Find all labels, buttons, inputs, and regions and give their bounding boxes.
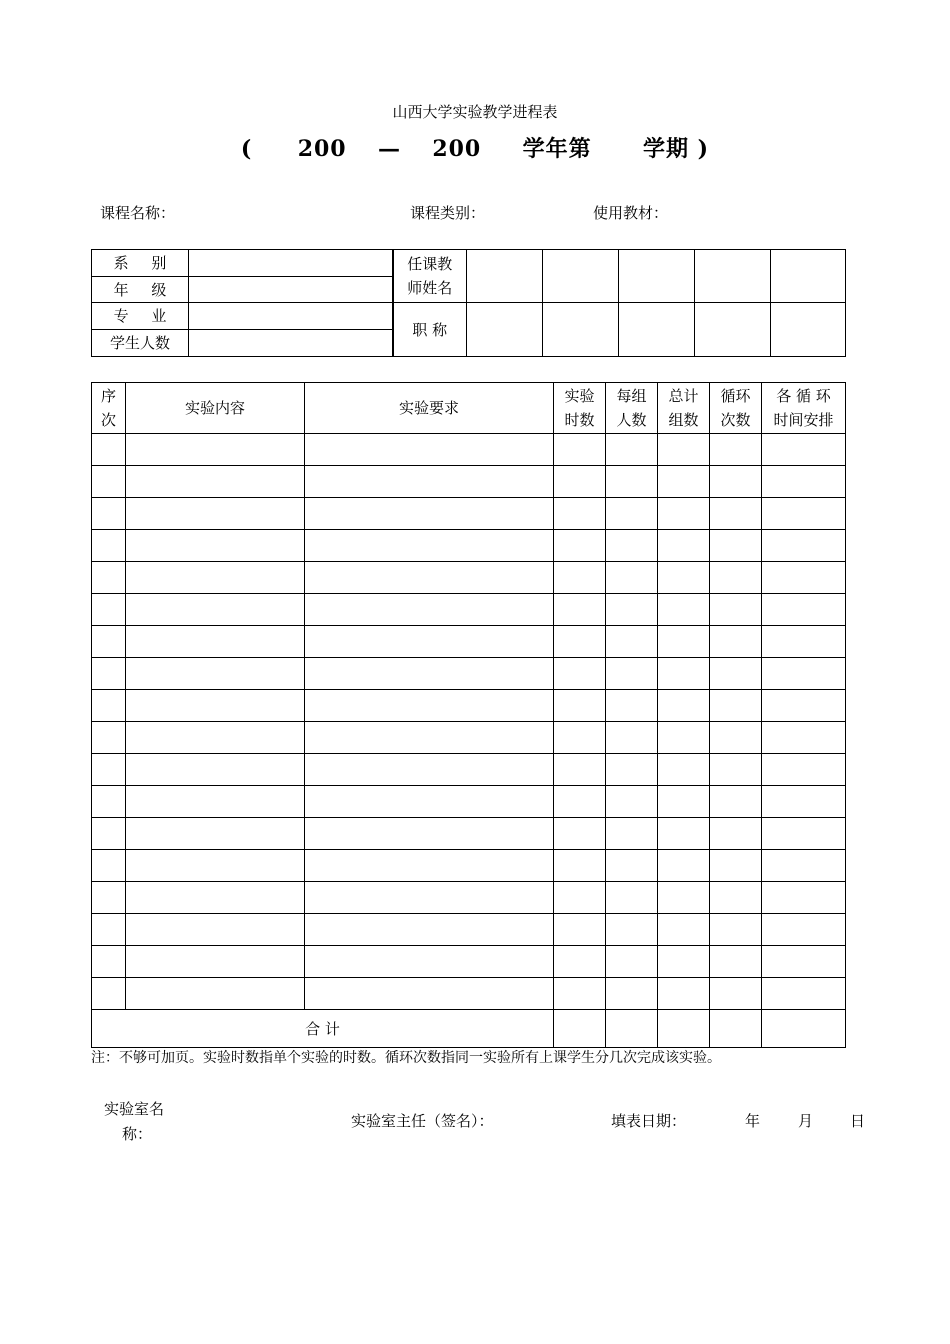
schedule-cell[interactable] bbox=[762, 914, 846, 946]
hours-cell[interactable] bbox=[554, 946, 606, 978]
schedule-cell[interactable] bbox=[762, 786, 846, 818]
major-value-cell[interactable] bbox=[189, 303, 393, 330]
schedule-cell[interactable] bbox=[762, 818, 846, 850]
content-cell[interactable] bbox=[126, 594, 305, 626]
total-groups-cell[interactable] bbox=[658, 626, 710, 658]
teacher-name-cell[interactable] bbox=[543, 250, 619, 303]
per-group-cell[interactable] bbox=[606, 594, 658, 626]
lab-name-label: 实验室名 称： bbox=[104, 1100, 165, 1143]
date-month-label: 月 bbox=[798, 1112, 814, 1130]
total-groups-cell[interactable] bbox=[658, 818, 710, 850]
per-group-cell[interactable] bbox=[606, 690, 658, 722]
content-cell[interactable] bbox=[126, 690, 305, 722]
requirement-cell[interactable] bbox=[305, 882, 554, 914]
seq-cell[interactable] bbox=[92, 850, 126, 882]
cycles-cell[interactable] bbox=[710, 978, 762, 1010]
requirement-cell[interactable] bbox=[305, 690, 554, 722]
teacher-title-cell[interactable] bbox=[467, 303, 543, 357]
teacher-name-label-cell: 任课教 师姓名 bbox=[393, 250, 467, 303]
per-group-cell[interactable] bbox=[606, 978, 658, 1010]
cycles-cell[interactable] bbox=[710, 946, 762, 978]
per-group-cell[interactable] bbox=[606, 722, 658, 754]
table-row bbox=[92, 626, 846, 658]
seq-cell[interactable] bbox=[92, 530, 126, 562]
total-groups-cell[interactable] bbox=[658, 594, 710, 626]
content-cell[interactable] bbox=[126, 626, 305, 658]
table-row bbox=[92, 978, 846, 1010]
table-row bbox=[92, 530, 846, 562]
experiment-progress-table bbox=[91, 382, 846, 1048]
cycles-cell[interactable] bbox=[710, 882, 762, 914]
page-title: 山西大学实验教学进程表 bbox=[392, 103, 558, 121]
close-paren: ) bbox=[697, 136, 710, 162]
hours-cell[interactable] bbox=[554, 658, 606, 690]
requirement-cell[interactable] bbox=[305, 626, 554, 658]
requirement-cell[interactable] bbox=[305, 754, 554, 786]
total-groups-cell[interactable] bbox=[658, 754, 710, 786]
content-cell[interactable] bbox=[126, 722, 305, 754]
schedule-cell[interactable] bbox=[762, 562, 846, 594]
content-cell[interactable] bbox=[126, 466, 305, 498]
total-groups-cell[interactable] bbox=[658, 530, 710, 562]
table-row bbox=[92, 562, 846, 594]
table-row bbox=[92, 754, 846, 786]
teacher-name-cell[interactable] bbox=[695, 250, 771, 303]
academic-year-word: 学年第 bbox=[522, 136, 592, 162]
hours-cell[interactable] bbox=[554, 818, 606, 850]
total-groups-cell[interactable] bbox=[658, 466, 710, 498]
seq-cell[interactable] bbox=[92, 786, 126, 818]
year-dash: — bbox=[377, 136, 401, 162]
total-row bbox=[92, 1010, 846, 1048]
content-cell[interactable] bbox=[126, 530, 305, 562]
seq-cell[interactable] bbox=[92, 594, 126, 626]
seq-cell[interactable] bbox=[92, 466, 126, 498]
teacher-name-cell[interactable] bbox=[619, 250, 695, 303]
per-group-cell[interactable] bbox=[606, 850, 658, 882]
hours-cell[interactable] bbox=[554, 978, 606, 1010]
director-signature-label: 实验室主任（签名）： bbox=[351, 1112, 494, 1130]
content-cell[interactable] bbox=[126, 946, 305, 978]
per-group-cell[interactable] bbox=[606, 530, 658, 562]
date-year-label: 年 bbox=[745, 1112, 761, 1130]
cycles-cell[interactable] bbox=[710, 594, 762, 626]
requirement-cell[interactable] bbox=[305, 530, 554, 562]
requirement-cell[interactable] bbox=[305, 786, 554, 818]
table-row bbox=[92, 594, 846, 626]
seq-cell[interactable] bbox=[92, 562, 126, 594]
requirement-cell[interactable] bbox=[305, 850, 554, 882]
per-group-cell[interactable] bbox=[606, 434, 658, 466]
schedule-cell[interactable] bbox=[762, 498, 846, 530]
table-row bbox=[92, 882, 846, 914]
hours-cell[interactable] bbox=[554, 754, 606, 786]
seq-cell[interactable] bbox=[92, 722, 126, 754]
students-label-cell: 学生人数 bbox=[92, 330, 189, 357]
year-end: 200 bbox=[432, 136, 482, 162]
schedule-cell[interactable] bbox=[762, 658, 846, 690]
cycles-cell[interactable] bbox=[710, 818, 762, 850]
per-group-cell[interactable] bbox=[606, 626, 658, 658]
total-cycles-cell[interactable] bbox=[710, 1010, 762, 1048]
schedule-cell[interactable] bbox=[762, 626, 846, 658]
per-group-cell[interactable] bbox=[606, 946, 658, 978]
schedule-cell[interactable] bbox=[762, 466, 846, 498]
course-type-label: 课程类别： bbox=[410, 204, 486, 222]
seq-cell[interactable] bbox=[92, 754, 126, 786]
table-row bbox=[92, 946, 846, 978]
course-name-label: 课程名称： bbox=[100, 204, 176, 222]
course-info-table bbox=[91, 249, 846, 357]
teacher-name-cell[interactable] bbox=[771, 250, 846, 303]
schedule-cell[interactable] bbox=[762, 946, 846, 978]
hours-cell[interactable] bbox=[554, 594, 606, 626]
table-row bbox=[92, 690, 846, 722]
requirement-cell[interactable] bbox=[305, 722, 554, 754]
cycles-cell[interactable] bbox=[710, 658, 762, 690]
seq-cell[interactable] bbox=[92, 690, 126, 722]
requirement-cell[interactable] bbox=[305, 914, 554, 946]
hours-cell[interactable] bbox=[554, 882, 606, 914]
schedule-cell[interactable] bbox=[762, 978, 846, 1010]
table-row bbox=[92, 658, 846, 690]
content-cell[interactable] bbox=[126, 978, 305, 1010]
requirement-cell[interactable] bbox=[305, 562, 554, 594]
table-row bbox=[92, 850, 846, 882]
requirement-cell[interactable] bbox=[305, 818, 554, 850]
dept-label-cell: 系 别 bbox=[92, 250, 189, 277]
total-groups-cell[interactable] bbox=[658, 690, 710, 722]
seq-cell[interactable] bbox=[92, 882, 126, 914]
hours-cell[interactable] bbox=[554, 786, 606, 818]
cycles-cell[interactable] bbox=[710, 914, 762, 946]
total-groups-cell[interactable] bbox=[658, 1010, 710, 1048]
seq-cell[interactable] bbox=[92, 978, 126, 1010]
cycles-cell[interactable] bbox=[710, 754, 762, 786]
footnote: 注：不够可加页。实验时数指单个实验的时数。循环次数指同一实验所有上课学生分几次完成该实验。 bbox=[91, 1050, 721, 1066]
teacher-title-label-cell: 职 称 bbox=[393, 303, 467, 357]
major-label-cell: 专 业 bbox=[92, 303, 189, 330]
cycles-cell[interactable] bbox=[710, 530, 762, 562]
year-start: 200 bbox=[297, 136, 347, 162]
schedule-cell[interactable] bbox=[762, 754, 846, 786]
per-group-cell[interactable] bbox=[606, 658, 658, 690]
requirement-cell[interactable] bbox=[305, 434, 554, 466]
seq-cell[interactable] bbox=[92, 498, 126, 530]
seq-cell[interactable] bbox=[92, 946, 126, 978]
table-row bbox=[92, 818, 846, 850]
total-groups-cell[interactable] bbox=[658, 498, 710, 530]
seq-cell[interactable] bbox=[92, 818, 126, 850]
schedule-cell[interactable] bbox=[762, 690, 846, 722]
total-groups-cell[interactable] bbox=[658, 722, 710, 754]
dept-value-cell[interactable] bbox=[189, 250, 393, 277]
cycles-cell[interactable] bbox=[710, 434, 762, 466]
seq-cell[interactable] bbox=[92, 434, 126, 466]
grade-value-cell[interactable] bbox=[189, 277, 393, 303]
seq-cell[interactable] bbox=[92, 658, 126, 690]
cycles-cell[interactable] bbox=[710, 466, 762, 498]
table-row bbox=[92, 498, 846, 530]
table-row bbox=[92, 466, 846, 498]
date-day-label: 日 bbox=[850, 1112, 866, 1130]
total-groups-cell[interactable] bbox=[658, 658, 710, 690]
grade-label-cell: 年 级 bbox=[92, 277, 189, 303]
total-groups-cell[interactable] bbox=[658, 882, 710, 914]
teacher-title-cell[interactable] bbox=[543, 303, 619, 357]
table-row bbox=[92, 722, 846, 754]
total-hours-cell[interactable] bbox=[554, 1010, 606, 1048]
hours-header: 实验 时数 bbox=[554, 383, 606, 434]
teacher-name-cell[interactable] bbox=[467, 250, 543, 303]
schedule-cell[interactable] bbox=[762, 882, 846, 914]
content-cell[interactable] bbox=[126, 882, 305, 914]
content-cell[interactable] bbox=[126, 498, 305, 530]
cycles-cell[interactable] bbox=[710, 690, 762, 722]
cycles-cell[interactable] bbox=[710, 562, 762, 594]
total-label: 合 计 bbox=[92, 1010, 554, 1048]
cycles-cell[interactable] bbox=[710, 626, 762, 658]
per-group-cell[interactable] bbox=[606, 786, 658, 818]
total-groups-cell[interactable] bbox=[658, 786, 710, 818]
content-cell[interactable] bbox=[126, 850, 305, 882]
cycles-cell[interactable] bbox=[710, 722, 762, 754]
hours-cell[interactable] bbox=[554, 530, 606, 562]
seq-header: 序 次 bbox=[92, 383, 126, 434]
content-cell[interactable] bbox=[126, 434, 305, 466]
per-group-header: 每组 人数 bbox=[606, 383, 658, 434]
per-group-cell[interactable] bbox=[606, 882, 658, 914]
per-group-cell[interactable] bbox=[606, 562, 658, 594]
teacher-title-cell[interactable] bbox=[619, 303, 695, 357]
total-per-group-cell[interactable] bbox=[606, 1010, 658, 1048]
per-group-cell[interactable] bbox=[606, 914, 658, 946]
teacher-title-cell[interactable] bbox=[695, 303, 771, 357]
seq-cell[interactable] bbox=[92, 914, 126, 946]
hours-cell[interactable] bbox=[554, 562, 606, 594]
total-groups-cell[interactable] bbox=[658, 562, 710, 594]
content-cell[interactable] bbox=[126, 786, 305, 818]
hours-cell[interactable] bbox=[554, 434, 606, 466]
table-row bbox=[92, 434, 846, 466]
total-groups-cell[interactable] bbox=[658, 850, 710, 882]
per-group-cell[interactable] bbox=[606, 498, 658, 530]
requirement-header: 实验要求 bbox=[305, 383, 554, 434]
schedule-cell[interactable] bbox=[762, 850, 846, 882]
cycles-cell[interactable] bbox=[710, 786, 762, 818]
total-schedule-cell[interactable] bbox=[762, 1010, 846, 1048]
content-cell[interactable] bbox=[126, 914, 305, 946]
hours-cell[interactable] bbox=[554, 498, 606, 530]
schedule-cell[interactable] bbox=[762, 594, 846, 626]
content-cell[interactable] bbox=[126, 818, 305, 850]
per-group-cell[interactable] bbox=[606, 466, 658, 498]
academic-term-line bbox=[0, 132, 950, 163]
total-groups-cell[interactable] bbox=[658, 978, 710, 1010]
content-cell[interactable] bbox=[126, 562, 305, 594]
table-row bbox=[92, 914, 846, 946]
requirement-cell[interactable] bbox=[305, 498, 554, 530]
table-row bbox=[92, 786, 846, 818]
schedule-cell[interactable] bbox=[762, 434, 846, 466]
content-cell[interactable] bbox=[126, 658, 305, 690]
requirement-cell[interactable] bbox=[305, 466, 554, 498]
per-group-cell[interactable] bbox=[606, 754, 658, 786]
hours-cell[interactable] bbox=[554, 722, 606, 754]
requirement-cell[interactable] bbox=[305, 946, 554, 978]
hours-cell[interactable] bbox=[554, 850, 606, 882]
total-groups-cell[interactable] bbox=[658, 946, 710, 978]
schedule-cell[interactable] bbox=[762, 530, 846, 562]
hours-cell[interactable] bbox=[554, 690, 606, 722]
teacher-title-cell[interactable] bbox=[771, 303, 846, 357]
hours-cell[interactable] bbox=[554, 466, 606, 498]
students-value-cell[interactable] bbox=[189, 330, 393, 357]
open-paren: ( bbox=[240, 136, 253, 162]
requirement-cell[interactable] bbox=[305, 594, 554, 626]
cycles-header: 循环 次数 bbox=[710, 383, 762, 434]
requirement-cell[interactable] bbox=[305, 658, 554, 690]
hours-cell[interactable] bbox=[554, 914, 606, 946]
table-header-row bbox=[92, 383, 846, 434]
cycles-cell[interactable] bbox=[710, 850, 762, 882]
per-group-cell[interactable] bbox=[606, 818, 658, 850]
textbook-label: 使用教材： bbox=[593, 204, 669, 222]
schedule-cell[interactable] bbox=[762, 722, 846, 754]
requirement-cell[interactable] bbox=[305, 978, 554, 1010]
total-groups-header: 总计 组数 bbox=[658, 383, 710, 434]
term-word: 学期 bbox=[642, 136, 689, 162]
schedule-header: 各 循 环 时间安排 bbox=[762, 383, 846, 434]
total-groups-cell[interactable] bbox=[658, 914, 710, 946]
cycles-cell[interactable] bbox=[710, 498, 762, 530]
total-groups-cell[interactable] bbox=[658, 434, 710, 466]
content-cell[interactable] bbox=[126, 754, 305, 786]
fill-date-label: 填表日期： bbox=[611, 1112, 687, 1130]
content-header: 实验内容 bbox=[126, 383, 305, 434]
hours-cell[interactable] bbox=[554, 626, 606, 658]
seq-cell[interactable] bbox=[92, 626, 126, 658]
